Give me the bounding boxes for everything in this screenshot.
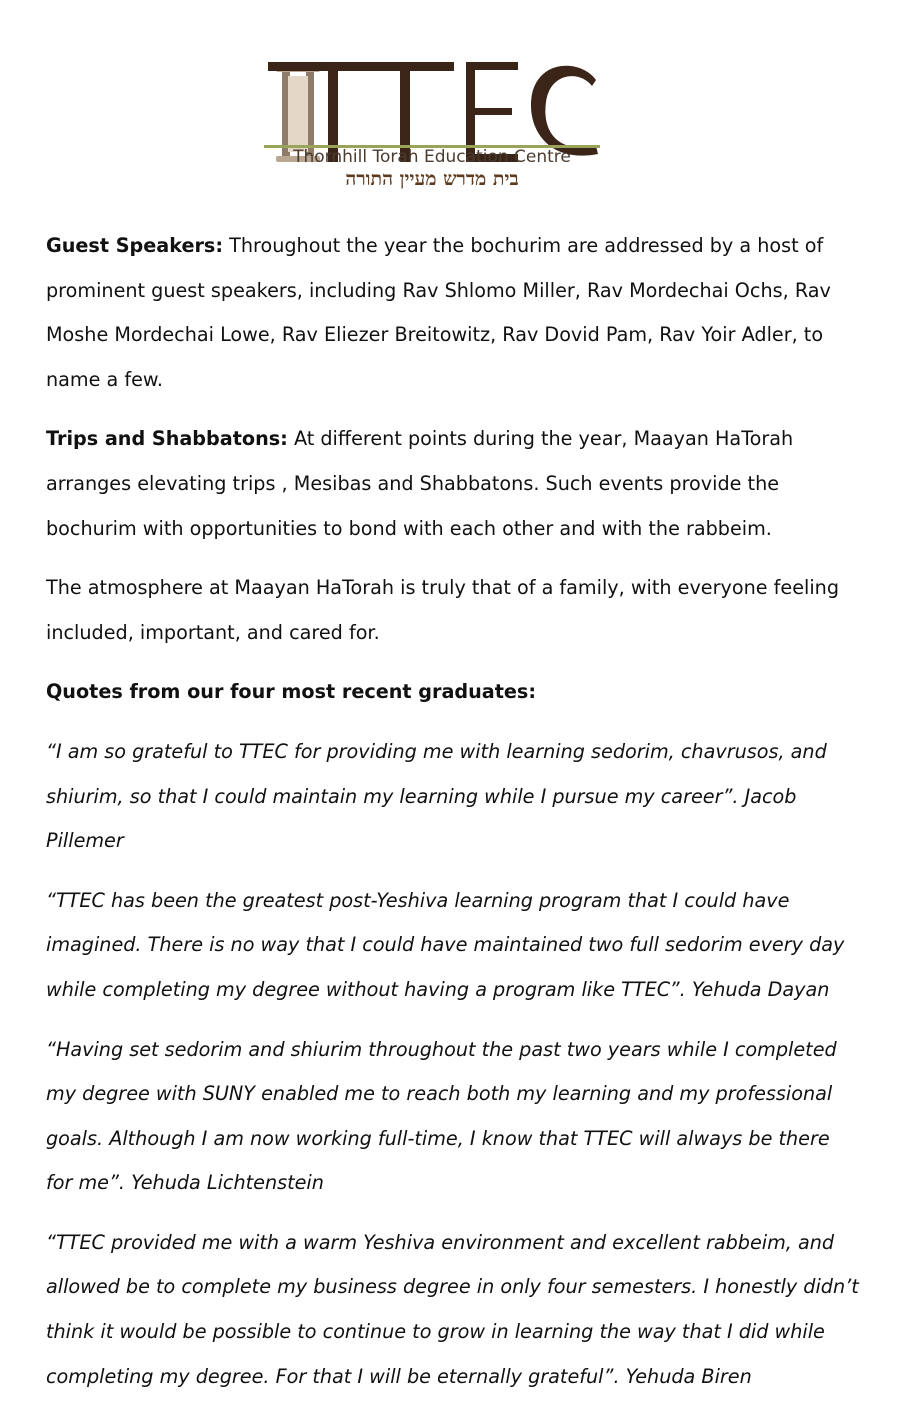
graduate-quote: “I am so grateful to TTEC for providing me with learning sedorim, chavrusos, and shiurim, so that I could maintain my learning while I pursue my career”. Jacob Pillemer xyxy=(46,739,827,853)
graduate-quote: “TTEC has been the greatest post-Yeshiva learning program that I could have imagined. There is no way that I could have maintained two full sedorim every day while completing my degree without having a program like TTEC”. Yehuda Dayan xyxy=(46,888,845,1001)
trips-label: Trips and Shabbatons: xyxy=(46,427,288,451)
graduate-quote: “Having set sedorim and shiurim throughout the past two years while I completed my degree with SUNY enabled me to reach both my learning and my professional goals. Although I am now working full-time, I know that TTEC will always be there for me”. Yehuda Lichtenstein xyxy=(46,1037,837,1195)
quotes-heading: Quotes from our four most recent graduates: xyxy=(46,680,537,704)
trips-text: At different points during the year, Maayan HaTorah arranges elevating trips , Mesibas and Shabbatons. Such events provide the bochurim with opportunities to bond with each other and with the rabbeim. xyxy=(46,427,794,540)
document-body xyxy=(46,224,861,1414)
guest-speakers-label: Guest Speakers: xyxy=(46,234,224,257)
guest-speakers-text: Throughout the year the bochurim are addressed by a host of prominent guest speakers, including Rav Shlomo Miller, Rav Mordechai Ochs, Rav Moshe Mordechai Lowe, Rav Eliezer Breitowitz, Rav Dovid Pam, Rav Yoir Adler, to name a few. xyxy=(46,234,831,391)
atmosphere-paragraph: The atmosphere at Maayan HaTorah is truly that of a family, with everyone feeling included, important, and cared for. xyxy=(46,576,840,644)
guest-speakers-paragraph xyxy=(46,224,861,402)
ttec-logo xyxy=(250,42,615,202)
graduate-quote: “TTEC provided me with a warm Yeshiva environment and excellent rabbeim, and allowed be to complete my business degree in only four semesters. I honestly didn’t think it would be possible to continue to grow in learning the way that I did while completing my degree. For that I will be eternally grateful”. Yehuda Biren xyxy=(46,1230,859,1388)
logo-english-name: Thornhill Torah Education Centre xyxy=(293,147,571,167)
trips-paragraph xyxy=(46,417,861,551)
logo-hebrew-name: בית מדרש מעיין התורה xyxy=(345,168,519,190)
